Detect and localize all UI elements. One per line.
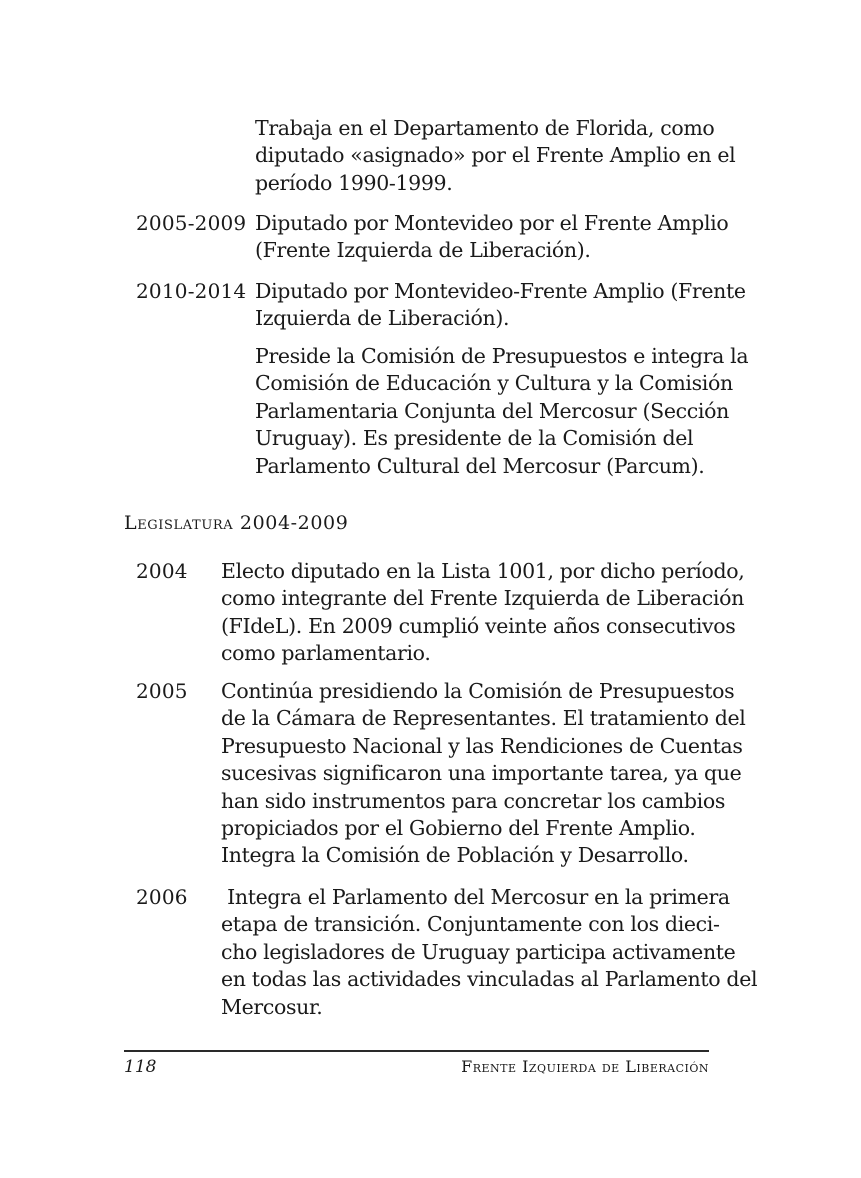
text-line: Electo diputado en la Lista 1001, por dicho período, <box>221 559 745 583</box>
text-line: han sido instrumentos para concretar los cambios <box>221 788 726 813</box>
text-line: Integra el Parlamento del Mercosur en la primera <box>221 885 730 909</box>
entry-year: 2005 <box>136 679 188 703</box>
text-line: Comisión de Educación y Cultura y la Comisión <box>255 371 733 396</box>
entry-year: 2004 <box>136 559 188 583</box>
entry-year: 2005-2009 <box>136 211 247 235</box>
entry-presupuestos <box>255 343 748 480</box>
text-line: Continúa presidiendo la Comisión de Presupuestos <box>221 679 735 703</box>
entry-2005 <box>221 678 746 870</box>
running-head: Frente Izquierda de Liberación <box>461 1057 709 1076</box>
footer-rule <box>124 1050 709 1052</box>
text-line: Presupuesto Nacional y las Rendiciones de Cuentas <box>221 733 743 758</box>
page-number: 118 <box>124 1057 157 1077</box>
text-line: de la Cámara de Representantes. El tratamiento del <box>221 706 746 731</box>
text-line: (Frente Izquierda de Liberación). <box>255 238 591 263</box>
entry-2006 <box>221 884 757 1021</box>
text-line: Diputado por Montevideo por el Frente Amplio <box>255 211 729 235</box>
text-line: como parlamentario. <box>221 641 431 666</box>
text-line: Diputado por Montevideo-Frente Amplio (Frente <box>255 279 746 303</box>
entry-year: 2006 <box>136 885 188 909</box>
entry-year: 2010-2014 <box>136 279 247 303</box>
text-line: Parlamentaria Conjunta del Mercosur (Sección <box>255 398 729 423</box>
text-line: como integrante del Frente Izquierda de Liberación <box>221 586 744 611</box>
entry-2010-2014 <box>255 278 746 333</box>
text-line: en todas las actividades vinculadas al Parlamento del <box>221 967 758 992</box>
text-line: Izquierda de Liberación). <box>255 306 510 331</box>
text-line: Mercosur. <box>221 994 323 1019</box>
text-line: Integra la Comisión de Población y Desarrollo. <box>221 843 689 868</box>
entry-2004 <box>221 558 744 668</box>
text-line: período 1990-1999. <box>255 170 453 195</box>
text-line: cho legisladores de Uruguay participa activamente <box>221 939 736 964</box>
section-heading: Legislatura 2004-2009 <box>124 512 349 534</box>
entry-2005-2009 <box>255 210 728 265</box>
text-line: Trabaja en el Departamento de Florida, como <box>255 116 715 140</box>
entry-florida <box>255 115 735 197</box>
text-line: Preside la Comisión de Presupuestos e integra la <box>255 344 749 368</box>
text-line: etapa de transición. Conjuntamente con los dieci- <box>221 912 720 937</box>
text-line: propiciados por el Gobierno del Frente Amplio. <box>221 816 696 841</box>
text-line: diputado «asignado» por el Frente Amplio en el <box>255 143 736 168</box>
text-line: (FIdeL). En 2009 cumplió veinte años consecutivos <box>221 613 736 638</box>
text-line: sucesivas significaron una importante tarea, ya que <box>221 761 742 786</box>
text-line: Uruguay). Es presidente de la Comisión del <box>255 426 694 451</box>
text-line: Parlamento Cultural del Mercosur (Parcum). <box>255 453 705 478</box>
